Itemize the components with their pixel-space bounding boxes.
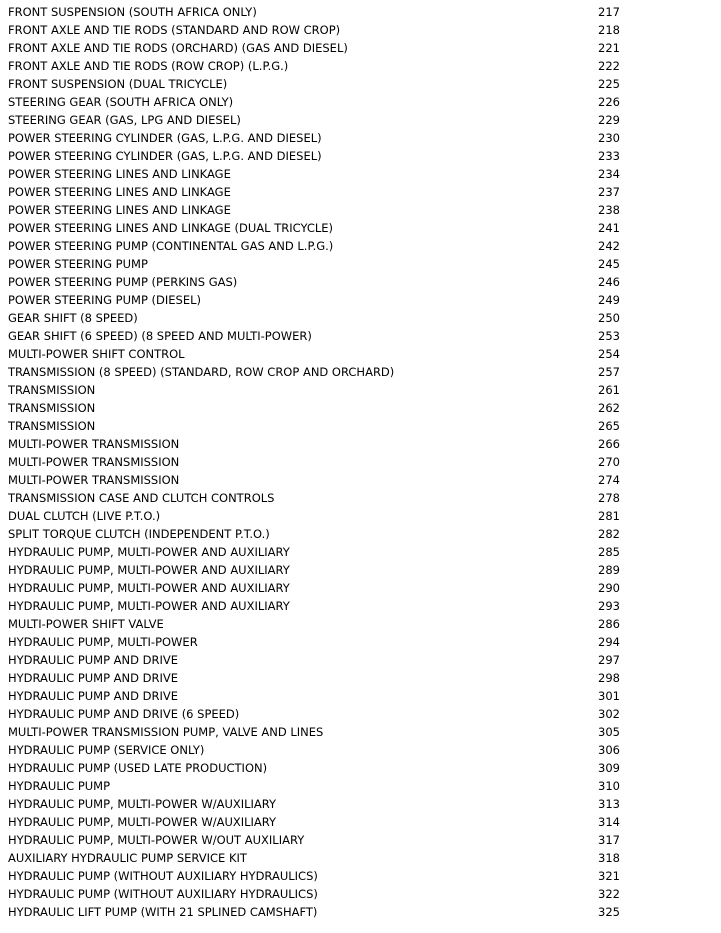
toc-row[interactable]	[0, 201, 721, 219]
toc-row[interactable]	[0, 345, 721, 363]
toc-entry-title[interactable]: MULTI-POWER TRANSMISSION	[8, 455, 180, 469]
toc-entry-title[interactable]: AUXILIARY HYDRAULIC PUMP SERVICE KIT	[8, 851, 247, 865]
toc-entry-title[interactable]: HYDRAULIC PUMP (USED LATE PRODUCTION)	[8, 761, 268, 775]
toc-row[interactable]	[0, 489, 721, 507]
toc-entry-title[interactable]: HYDRAULIC PUMP (SERVICE ONLY)	[8, 743, 205, 757]
toc-entry-title[interactable]: HYDRAULIC PUMP AND DRIVE	[8, 653, 179, 667]
toc-entry-page: 290	[598, 581, 620, 595]
toc-entry-title[interactable]: TRANSMISSION	[8, 383, 96, 397]
toc-row[interactable]	[0, 39, 721, 57]
toc-row[interactable]	[0, 273, 721, 291]
toc-entry-title[interactable]: TRANSMISSION CASE AND CLUTCH CONTROLS	[8, 491, 275, 505]
toc-entry-title[interactable]: HYDRAULIC PUMP, MULTI-POWER	[8, 635, 198, 649]
toc-row[interactable]	[0, 21, 721, 39]
toc-entry-title[interactable]: STEERING GEAR (GAS, LPG AND DIESEL)	[8, 113, 241, 127]
toc-entry-page: 318	[598, 851, 620, 865]
toc-row[interactable]	[0, 669, 721, 687]
toc-row[interactable]	[0, 561, 721, 579]
toc-entry-title[interactable]: POWER STEERING PUMP (CONTINENTAL GAS AND L.P.G.)	[8, 239, 334, 253]
toc-entry-title[interactable]: FRONT SUSPENSION (DUAL TRICYCLE)	[8, 77, 228, 91]
toc-row[interactable]	[0, 363, 721, 381]
toc-entry-title[interactable]: POWER STEERING LINES AND LINKAGE (DUAL TRICYCLE)	[8, 221, 334, 235]
toc-entry-title[interactable]: TRANSMISSION	[8, 419, 96, 433]
toc-entry-title[interactable]: FRONT SUSPENSION (SOUTH AFRICA ONLY)	[8, 5, 257, 19]
toc-row[interactable]	[0, 759, 721, 777]
toc-entry-page: 245	[598, 257, 620, 271]
toc-entry-title[interactable]: HYDRAULIC PUMP, MULTI-POWER W/OUT AUXILIARY	[8, 833, 305, 847]
toc-entry-title[interactable]: POWER STEERING LINES AND LINKAGE	[8, 203, 231, 217]
toc-entry-page: 241	[598, 221, 620, 235]
toc-entry-page: 293	[598, 599, 620, 613]
toc-entry-title[interactable]: POWER STEERING LINES AND LINKAGE	[8, 167, 231, 181]
toc-row[interactable]	[0, 885, 721, 903]
toc-row[interactable]	[0, 543, 721, 561]
toc-entry-page: 286	[598, 617, 620, 631]
toc-entry-page: 313	[598, 797, 620, 811]
toc-entry-page: 261	[598, 383, 620, 397]
toc-entry-page: 281	[598, 509, 620, 523]
toc-entry-title[interactable]: HYDRAULIC PUMP (WITHOUT AUXILIARY HYDRAULICS)	[8, 869, 318, 883]
toc-entry-page: 282	[598, 527, 620, 541]
toc-row[interactable]	[0, 813, 721, 831]
toc-row[interactable]	[0, 795, 721, 813]
toc-entry-title[interactable]: STEERING GEAR (SOUTH AFRICA ONLY)	[8, 95, 234, 109]
toc-entry-title[interactable]: FRONT AXLE AND TIE RODS (STANDARD AND ROW CROP)	[8, 23, 341, 37]
toc-entry-title[interactable]: POWER STEERING CYLINDER (GAS, L.P.G. AND DIESEL)	[8, 131, 322, 145]
toc-entry-title[interactable]: HYDRAULIC PUMP, MULTI-POWER AND AUXILIARY	[8, 545, 290, 559]
toc-entry-page: 257	[598, 365, 620, 379]
toc-entry-title[interactable]: HYDRAULIC LIFT PUMP (WITH 21 SPLINED CAMSHAFT)	[8, 905, 318, 919]
toc-row[interactable]	[0, 129, 721, 147]
toc-entry-page: 278	[598, 491, 620, 505]
toc-entry-title[interactable]: SPLIT TORQUE CLUTCH (INDEPENDENT P.T.O.)	[8, 527, 270, 541]
toc-entry-page: 302	[598, 707, 620, 721]
toc-row[interactable]	[0, 867, 721, 885]
toc-entry-page: 317	[598, 833, 620, 847]
toc-entry-title[interactable]: FRONT AXLE AND TIE RODS (ORCHARD) (GAS AND DIESEL)	[8, 41, 348, 55]
toc-entry-title[interactable]: POWER STEERING PUMP (DIESEL)	[8, 293, 202, 307]
toc-row[interactable]	[0, 777, 721, 795]
toc-row[interactable]	[0, 165, 721, 183]
toc-row[interactable]	[0, 93, 721, 111]
toc-row[interactable]	[0, 111, 721, 129]
toc-row[interactable]	[0, 327, 721, 345]
toc-entry-title[interactable]: HYDRAULIC PUMP AND DRIVE (6 SPEED)	[8, 707, 240, 721]
toc-entry-page: 310	[598, 779, 620, 793]
toc-entry-page: 233	[598, 149, 620, 163]
toc-row[interactable]	[0, 615, 721, 633]
toc-row[interactable]	[0, 399, 721, 417]
toc-row[interactable]	[0, 903, 721, 921]
toc-entry-page: 221	[598, 41, 620, 55]
toc-row[interactable]	[0, 381, 721, 399]
toc-row[interactable]	[0, 255, 721, 273]
toc-row[interactable]	[0, 579, 721, 597]
toc-entry-page: 298	[598, 671, 620, 685]
toc-row[interactable]	[0, 291, 721, 309]
toc-entry-title[interactable]: POWER STEERING LINES AND LINKAGE	[8, 185, 231, 199]
toc-row[interactable]	[0, 57, 721, 75]
toc-entry-page: 289	[598, 563, 620, 577]
toc-entry-page: 265	[598, 419, 620, 433]
toc-entry-title[interactable]: HYDRAULIC PUMP, MULTI-POWER AND AUXILIARY	[8, 599, 290, 613]
toc-row[interactable]	[0, 525, 721, 543]
toc-row[interactable]	[0, 237, 721, 255]
toc-entry-title[interactable]: MULTI-POWER SHIFT VALVE	[8, 617, 164, 631]
toc-entry-page: 309	[598, 761, 620, 775]
toc-entry-title[interactable]: HYDRAULIC PUMP, MULTI-POWER AND AUXILIARY	[8, 581, 290, 595]
toc-entry-page: 217	[598, 5, 620, 19]
toc-entry-page: 226	[598, 95, 620, 109]
toc-row[interactable]	[0, 705, 721, 723]
toc-row[interactable]	[0, 849, 721, 867]
toc-entry-title[interactable]: GEAR SHIFT (8 SPEED)	[8, 311, 138, 325]
toc-entry-page: 306	[598, 743, 620, 757]
toc-row[interactable]	[0, 597, 721, 615]
toc-row[interactable]	[0, 831, 721, 849]
toc-entry-title[interactable]: HYDRAULIC PUMP, MULTI-POWER W/AUXILIARY	[8, 797, 277, 811]
toc-entry-page: 254	[598, 347, 620, 361]
toc-entry-title[interactable]: FRONT AXLE AND TIE RODS (ROW CROP) (L.P.G.)	[8, 59, 289, 73]
toc-entry-page: 314	[598, 815, 620, 829]
toc-row[interactable]	[0, 687, 721, 705]
toc-entry-title[interactable]: DUAL CLUTCH (LIVE P.T.O.)	[8, 509, 161, 523]
toc-entry-title[interactable]: TRANSMISSION	[8, 401, 96, 415]
toc-entry-page: 274	[598, 473, 620, 487]
toc-row[interactable]	[0, 219, 721, 237]
toc-row[interactable]	[0, 75, 721, 93]
toc-row[interactable]	[0, 651, 721, 669]
toc-entry-page: 301	[598, 689, 620, 703]
toc-row[interactable]	[0, 435, 721, 453]
toc-entry-title[interactable]: MULTI-POWER TRANSMISSION	[8, 437, 180, 451]
toc-entry-page: 242	[598, 239, 620, 253]
toc-entry-page: 294	[598, 635, 620, 649]
toc-entry-page: 321	[598, 869, 620, 883]
toc-entry-page: 325	[598, 905, 620, 919]
toc-row[interactable]	[0, 3, 721, 21]
toc-row[interactable]	[0, 309, 721, 327]
toc-entry-title[interactable]: MULTI-POWER TRANSMISSION PUMP, VALVE AND LINES	[8, 725, 324, 739]
toc-entry-title[interactable]: POWER STEERING CYLINDER (GAS, L.P.G. AND DIESEL)	[8, 149, 322, 163]
toc-entry-page: 250	[598, 311, 620, 325]
toc-row[interactable]	[0, 417, 721, 435]
toc-entry-page: 237	[598, 185, 620, 199]
toc-row[interactable]	[0, 633, 721, 651]
toc-row[interactable]	[0, 723, 721, 741]
toc-entry-title[interactable]: MULTI-POWER TRANSMISSION	[8, 473, 180, 487]
toc-entry-page: 234	[598, 167, 620, 181]
toc-entry-page: 305	[598, 725, 620, 739]
toc-row[interactable]	[0, 507, 721, 525]
toc-entry-title[interactable]: HYDRAULIC PUMP	[8, 779, 111, 793]
toc-entry-title[interactable]: POWER STEERING PUMP	[8, 257, 148, 271]
toc-entry-title[interactable]: HYDRAULIC PUMP AND DRIVE	[8, 671, 179, 685]
toc-entry-title[interactable]: TRANSMISSION (8 SPEED) (STANDARD, ROW CROP AND ORCHARD)	[8, 365, 395, 379]
toc-entry-page: 222	[598, 59, 620, 73]
toc-entry-page: 297	[598, 653, 620, 667]
toc-entry-title[interactable]: GEAR SHIFT (6 SPEED) (8 SPEED AND MULTI-POWER)	[8, 329, 312, 343]
toc-entry-page: 270	[598, 455, 620, 469]
toc-row[interactable]	[0, 471, 721, 489]
toc-entry-title[interactable]: HYDRAULIC PUMP AND DRIVE	[8, 689, 179, 703]
toc-entry-page: 238	[598, 203, 620, 217]
toc-row[interactable]	[0, 741, 721, 759]
toc-row[interactable]	[0, 453, 721, 471]
toc-entry-page: 229	[598, 113, 620, 127]
toc-entry-page: 253	[598, 329, 620, 343]
toc-entry-title[interactable]: HYDRAULIC PUMP (WITHOUT AUXILIARY HYDRAULICS)	[8, 887, 318, 901]
toc-entry-page: 285	[598, 545, 620, 559]
toc-entry-page: 218	[598, 23, 620, 37]
toc-row[interactable]	[0, 147, 721, 165]
toc-entry-page: 322	[598, 887, 620, 901]
toc-entry-title[interactable]: POWER STEERING PUMP (PERKINS GAS)	[8, 275, 238, 289]
toc-entry-page: 225	[598, 77, 620, 91]
toc-entry-title[interactable]: HYDRAULIC PUMP, MULTI-POWER W/AUXILIARY	[8, 815, 277, 829]
toc-entry-title[interactable]: HYDRAULIC PUMP, MULTI-POWER AND AUXILIARY	[8, 563, 290, 577]
toc-entry-title[interactable]: MULTI-POWER SHIFT CONTROL	[8, 347, 185, 361]
toc-entry-page: 246	[598, 275, 620, 289]
toc-row[interactable]	[0, 183, 721, 201]
toc-entry-page: 230	[598, 131, 620, 145]
toc-entry-page: 266	[598, 437, 620, 451]
toc-entry-page: 262	[598, 401, 620, 415]
toc-entry-page: 249	[598, 293, 620, 307]
